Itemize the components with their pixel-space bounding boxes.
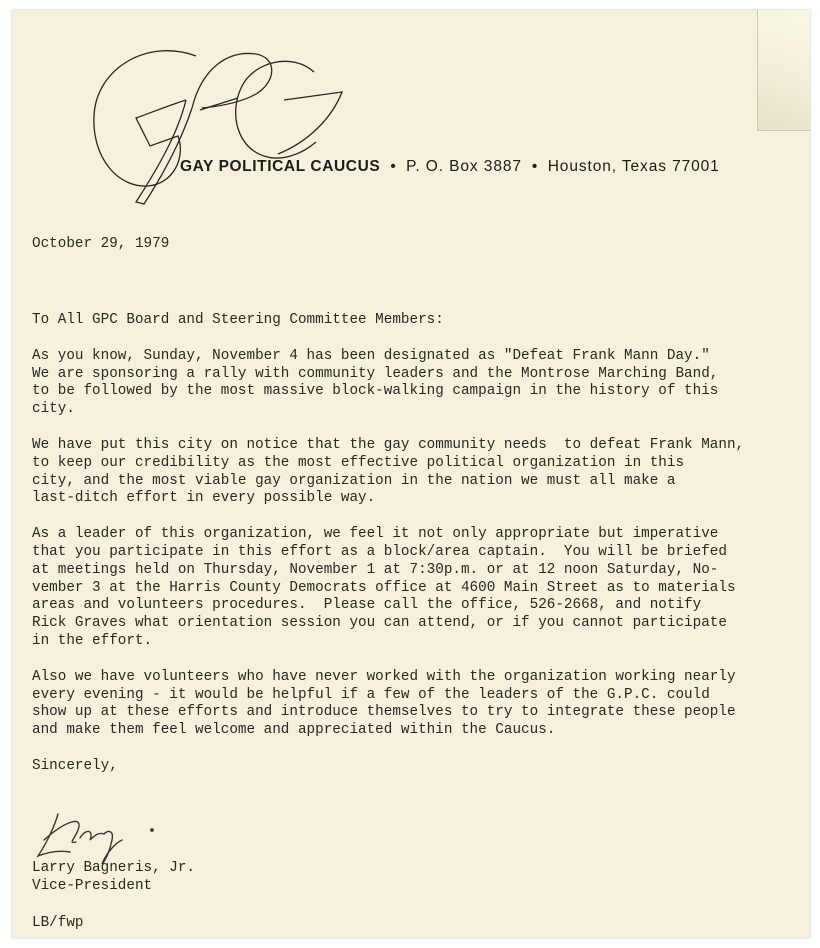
letter-page xyxy=(12,10,810,938)
body-line: and make them feel welcome and appreciated within the Caucus. xyxy=(32,722,556,739)
folded-corner xyxy=(757,10,810,131)
body-line: show up at these efforts and introduce themselves to try to integrate these people xyxy=(32,704,736,721)
paragraph-1 xyxy=(32,348,744,419)
bullet-separator: • xyxy=(390,158,397,175)
letter-body xyxy=(32,312,744,794)
reference-initials xyxy=(32,915,83,933)
body-line: at meetings held on Thursday, November 1 at 7:30p.m. or at 12 noon Saturday, No- xyxy=(32,561,719,578)
body-line: Also we have volunteers who have never worked with the organization working nearly xyxy=(32,668,736,685)
letter-date xyxy=(32,236,169,254)
letterhead xyxy=(180,158,720,176)
salutation xyxy=(32,312,744,330)
organization-name: GAY POLITICAL CAUCUS xyxy=(180,158,381,175)
reference-text: LB/fwp xyxy=(32,915,84,931)
body-line: last-ditch effort in every possible way. xyxy=(32,490,376,507)
gpc-logo xyxy=(78,38,348,208)
salutation-text: To All GPC Board and Steering Committee Members: xyxy=(32,312,444,328)
body-line: to keep our credibility as the most effective political organization in this xyxy=(32,454,685,471)
body-line: We have put this city on notice that the gay community needs to defeat Frank Mann, xyxy=(32,436,745,453)
date-text: October 29, 1979 xyxy=(32,236,170,252)
po-box: P. O. Box 3887 xyxy=(406,158,522,175)
body-line: As a leader of this organization, we feel it not only appropriate but imperative xyxy=(32,526,719,543)
closing xyxy=(32,758,744,776)
body-line: in the effort. xyxy=(32,632,153,649)
paragraph-3 xyxy=(32,526,744,651)
body-line: every evening - it would be helpful if a few of the leaders of the G.P.C. could xyxy=(32,686,710,703)
signer-title: Vice-President xyxy=(32,877,153,894)
body-line: to be followed by the most massive block-walking campaign in the history of this xyxy=(32,383,719,400)
closing-text: Sincerely, xyxy=(32,757,118,774)
paragraph-4 xyxy=(32,669,744,740)
signature-block xyxy=(32,860,195,896)
body-line: As you know, Sunday, November 4 has been designated as "Defeat Frank Mann Day." xyxy=(32,347,710,364)
body-line: vember 3 at the Harris County Democrats office at 4600 Main Street as to materials xyxy=(32,579,736,596)
paragraph-2 xyxy=(32,437,744,508)
signer-name: Larry Bagneris, Jr. xyxy=(32,860,196,876)
body-line: that you participate in this effort as a block/area captain. You will be briefed xyxy=(32,543,727,560)
body-line: Rick Graves what orientation session you can attend, or if you cannot participate xyxy=(32,615,727,632)
body-line: We are sponsoring a rally with community leaders and the Montrose Marching Band, xyxy=(32,365,719,382)
city-address: Houston, Texas 77001 xyxy=(547,158,720,175)
body-line: areas and volunteers procedures. Please call the office, 526-2668, and notify xyxy=(32,597,702,614)
bullet-separator: • xyxy=(531,158,538,175)
body-line: city. xyxy=(32,401,75,418)
body-line: city, and the most viable gay organization in the nation we must all make a xyxy=(32,472,676,489)
